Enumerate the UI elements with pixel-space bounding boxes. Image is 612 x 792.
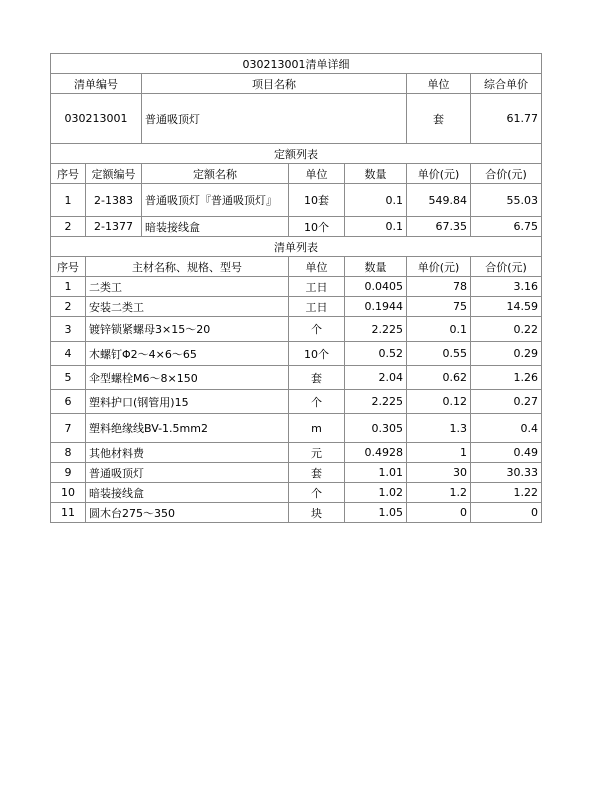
material-price: 0.1 (407, 317, 471, 342)
material-total: 1.26 (471, 366, 542, 390)
material-qty: 0.52 (345, 342, 407, 366)
quota-name: 普通吸顶灯『普通吸顶灯』 (142, 184, 289, 217)
material-seq: 4 (51, 342, 86, 366)
material-header-qty: 数量 (345, 257, 407, 277)
bill-price: 61.77 (471, 94, 542, 144)
material-seq: 2 (51, 297, 86, 317)
header-unit: 单位 (407, 74, 471, 94)
material-price: 0 (407, 503, 471, 523)
material-total: 0.22 (471, 317, 542, 342)
material-total: 0.4 (471, 414, 542, 443)
material-unit: 个 (289, 390, 345, 414)
material-total: 0.27 (471, 390, 542, 414)
quota-name: 暗装接线盒 (142, 217, 289, 237)
material-total: 0 (471, 503, 542, 523)
material-price: 1.2 (407, 483, 471, 503)
quota-seq: 2 (51, 217, 86, 237)
material-qty: 0.1944 (345, 297, 407, 317)
material-total: 30.33 (471, 463, 542, 483)
material-total: 1.22 (471, 483, 542, 503)
table-title: 030213001清单详细 (51, 54, 542, 74)
bill-unit: 套 (407, 94, 471, 144)
quota-price: 549.84 (407, 184, 471, 217)
quota-header-name: 定额名称 (142, 164, 289, 184)
material-unit: 元 (289, 443, 345, 463)
material-row (51, 390, 542, 414)
quota-header-row (51, 164, 542, 184)
quota-total: 6.75 (471, 217, 542, 237)
bill-header-row (51, 74, 542, 94)
quota-code: 2-1377 (86, 217, 142, 237)
header-item-name: 项目名称 (142, 74, 407, 94)
material-qty: 0.4928 (345, 443, 407, 463)
quota-header-qty: 数量 (345, 164, 407, 184)
material-seq: 7 (51, 414, 86, 443)
material-price: 1 (407, 443, 471, 463)
material-total: 0.49 (471, 443, 542, 463)
material-qty: 2.225 (345, 390, 407, 414)
material-header-unit: 单位 (289, 257, 345, 277)
material-name: 安装二类工 (86, 297, 289, 317)
material-row (51, 483, 542, 503)
material-total: 3.16 (471, 277, 542, 297)
material-header-total: 合价(元) (471, 257, 542, 277)
material-unit: m (289, 414, 345, 443)
quota-header-total: 合价(元) (471, 164, 542, 184)
material-name: 暗装接线盒 (86, 483, 289, 503)
material-qty: 1.05 (345, 503, 407, 523)
quota-unit: 10个 (289, 217, 345, 237)
material-row (51, 443, 542, 463)
material-price: 75 (407, 297, 471, 317)
bill-name: 普通吸顶灯 (142, 94, 407, 144)
material-qty: 2.04 (345, 366, 407, 390)
material-seq: 1 (51, 277, 86, 297)
bill-row (51, 94, 542, 144)
material-row (51, 414, 542, 443)
quota-header-code: 定额编号 (86, 164, 142, 184)
material-unit: 套 (289, 463, 345, 483)
material-row (51, 342, 542, 366)
bill-detail-table (50, 53, 542, 523)
material-name: 塑料护口(钢管用)15 (86, 390, 289, 414)
material-name: 其他材料费 (86, 443, 289, 463)
material-header-price: 单价(元) (407, 257, 471, 277)
material-row (51, 366, 542, 390)
material-name: 木螺钉Φ2～4×6～65 (86, 342, 289, 366)
material-section-row (51, 237, 542, 257)
material-row (51, 503, 542, 523)
header-bill-code: 清单编号 (51, 74, 142, 94)
material-name: 塑料绝缘线BV-1.5mm2 (86, 414, 289, 443)
quota-header-unit: 单位 (289, 164, 345, 184)
material-price: 1.3 (407, 414, 471, 443)
material-price: 0.55 (407, 342, 471, 366)
material-header-name: 主材名称、规格、型号 (86, 257, 289, 277)
material-seq: 8 (51, 443, 86, 463)
material-total: 0.29 (471, 342, 542, 366)
material-seq: 5 (51, 366, 86, 390)
material-seq: 9 (51, 463, 86, 483)
material-qty: 1.01 (345, 463, 407, 483)
quota-total: 55.03 (471, 184, 542, 217)
material-section-title: 清单列表 (51, 237, 542, 257)
material-price: 78 (407, 277, 471, 297)
material-unit: 套 (289, 366, 345, 390)
material-price: 0.12 (407, 390, 471, 414)
material-unit: 10个 (289, 342, 345, 366)
material-row (51, 277, 542, 297)
quota-row (51, 217, 542, 237)
material-qty: 0.0405 (345, 277, 407, 297)
quota-header-seq: 序号 (51, 164, 86, 184)
quota-seq: 1 (51, 184, 86, 217)
material-row (51, 297, 542, 317)
material-qty: 0.305 (345, 414, 407, 443)
material-seq: 11 (51, 503, 86, 523)
material-header-seq: 序号 (51, 257, 86, 277)
quota-header-price: 单价(元) (407, 164, 471, 184)
material-unit: 块 (289, 503, 345, 523)
material-qty: 1.02 (345, 483, 407, 503)
material-seq: 6 (51, 390, 86, 414)
quota-section-row (51, 144, 542, 164)
material-name: 二类工 (86, 277, 289, 297)
material-name: 镀锌锁紧螺母3×15～20 (86, 317, 289, 342)
material-name: 伞型螺栓M6～8×150 (86, 366, 289, 390)
quota-code: 2-1383 (86, 184, 142, 217)
quota-unit: 10套 (289, 184, 345, 217)
header-unit-price: 综合单价 (471, 74, 542, 94)
title-row (51, 54, 542, 74)
material-name: 普通吸顶灯 (86, 463, 289, 483)
quota-row (51, 184, 542, 217)
material-row (51, 317, 542, 342)
material-unit: 个 (289, 483, 345, 503)
quota-price: 67.35 (407, 217, 471, 237)
material-row (51, 463, 542, 483)
material-seq: 10 (51, 483, 86, 503)
material-price: 30 (407, 463, 471, 483)
material-unit: 工日 (289, 297, 345, 317)
material-unit: 个 (289, 317, 345, 342)
quota-qty: 0.1 (345, 184, 407, 217)
material-unit: 工日 (289, 277, 345, 297)
material-price: 0.62 (407, 366, 471, 390)
quota-section-title: 定额列表 (51, 144, 542, 164)
material-name: 圆木台275～350 (86, 503, 289, 523)
material-total: 14.59 (471, 297, 542, 317)
quota-qty: 0.1 (345, 217, 407, 237)
material-qty: 2.225 (345, 317, 407, 342)
material-seq: 3 (51, 317, 86, 342)
bill-code: 030213001 (51, 94, 142, 144)
material-header-row (51, 257, 542, 277)
